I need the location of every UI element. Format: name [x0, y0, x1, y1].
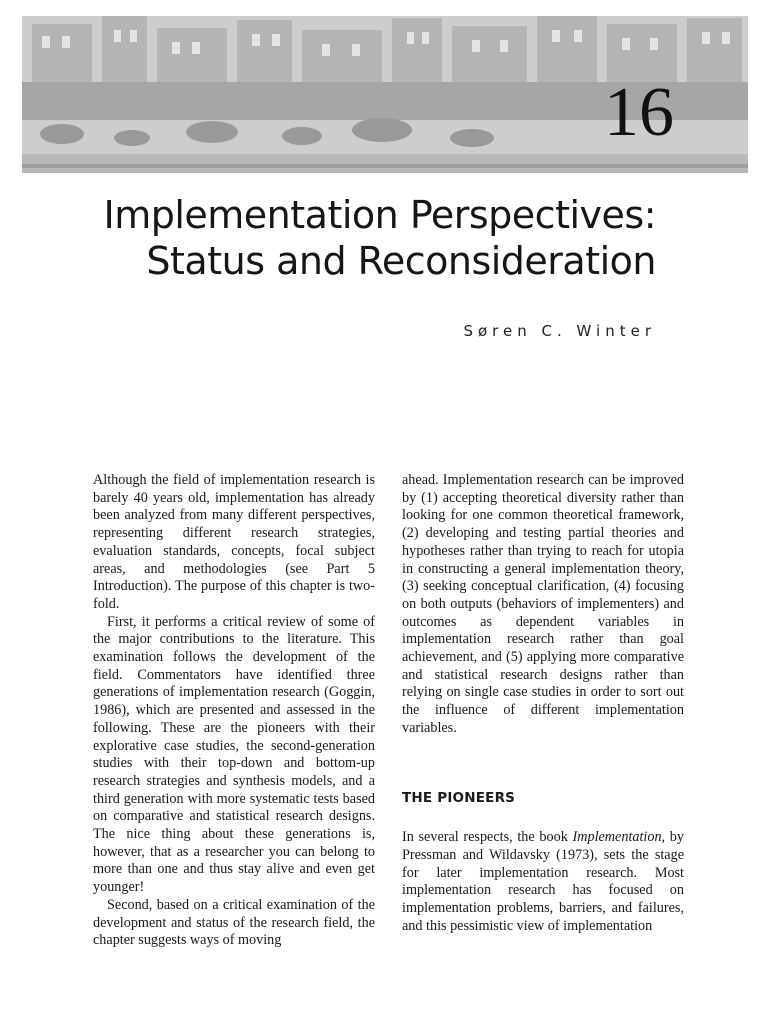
right-text-column [402, 472, 684, 935]
pioneers-text-rest: , by Pressman and Wildavsky (1973), sets the stage for later implementation research. Most implementation research has focused on implementation problems, barriers, and failures, and this pessimistic view of implementation [402, 829, 684, 934]
chapter-title [90, 192, 656, 284]
paragraph-second-purpose: Second, based on a critical examination of the development and status of the research field, the chapter suggests ways of moving [93, 896, 375, 949]
paragraph-pioneers [402, 829, 684, 935]
chapter-author: Søren C. Winter [463, 322, 656, 340]
chapter-title-line-1: Implementation Perspectives: [103, 193, 656, 237]
paragraph-continuation: ahead. Implementation research can be improved by (1) accepting theoretical diversity rather than looking for one common theoretical framework, (2) developing and testing partial theories and hypotheses rather than trying to reach for utopia in constructing a general implementation theory, (3) seeking conceptual clarification, (4) focusing on both outputs (behaviors of implementers) and outcomes as dependent variables in implementation research rather than goal achievement, and (5) applying more comparative and statistical research designs rather than relying on single case studies in order to sort out the influence of different implementation variables. [402, 472, 684, 736]
section-heading-pioneers: THE PIONEERS [402, 789, 516, 806]
paragraph-intro: Although the field of implementation research is barely 40 years old, implementation has already been analyzed from many different perspectives, representing different research strategies, evaluation standards, concepts, focal subject areas, and methodologies (see Part 5 Introduction). The purpose of this chapter is two-fold. [93, 472, 375, 612]
left-text-column [93, 472, 375, 950]
chapter-title-line-2: Status and Reconsideration [146, 239, 656, 283]
chapter-number: 16 [604, 74, 674, 151]
pioneers-text-start: In several respects, the book [402, 829, 573, 846]
paragraph-first-purpose: First, it performs a critical review of some of the major contributions to the literature. This examination follows the development of the field. Commentators have identified three generations of implementation research (Goggin, 1986), which are presented and assessed in the following. These are the pioneers with their explorative case studies, the second-generation studies with their top-down and bottom-up research strategies and synthesis models, and a third generation with more systematic tests based on comparative and statistical research designs. The nice thing about these generations is, however, that as a researcher you can belong to more than one and thus stay alive and even get younger! [93, 613, 375, 896]
book-title-implementation: Implementation [572, 829, 662, 846]
